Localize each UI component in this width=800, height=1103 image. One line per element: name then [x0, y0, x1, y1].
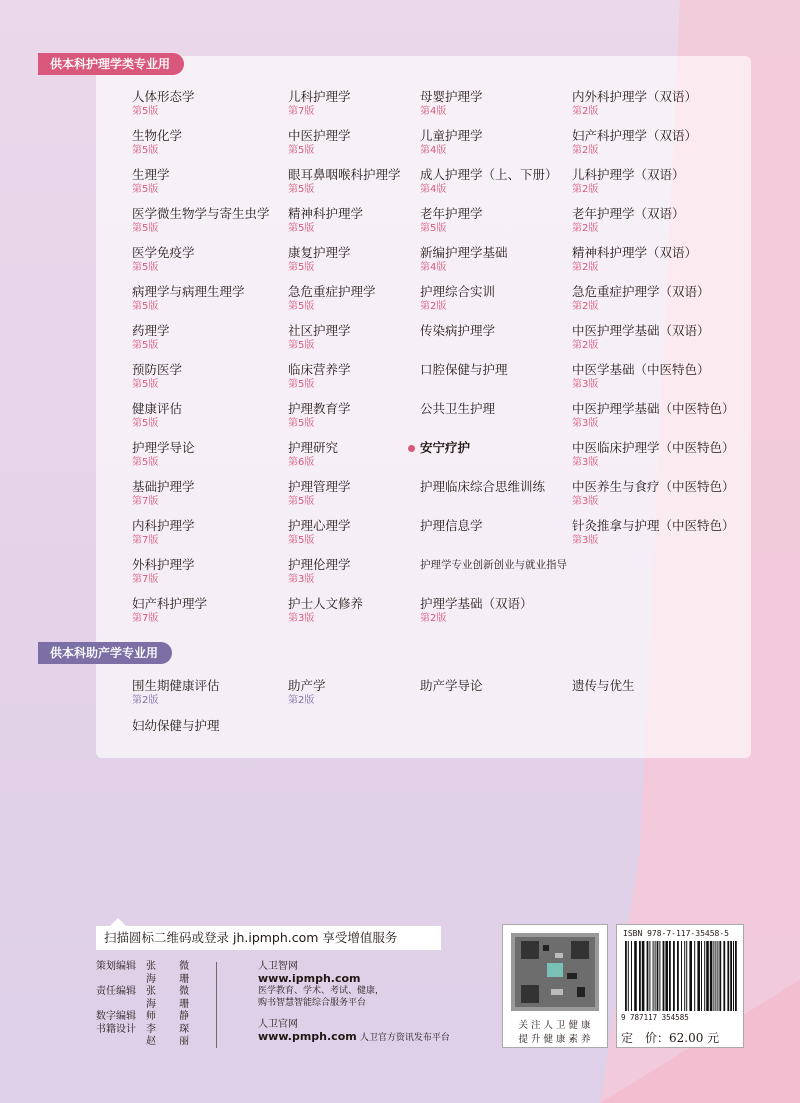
- book-item: [572, 362, 710, 391]
- book-edition: 第3版: [572, 457, 599, 468]
- book-edition: 第5版: [132, 457, 159, 468]
- book-item: [288, 323, 351, 352]
- book-title: 助产学: [288, 678, 326, 693]
- editor-credits: [96, 961, 202, 1049]
- barcode-bar: [634, 941, 637, 1011]
- barcode-bar: [665, 941, 668, 1011]
- book-item: [288, 440, 338, 469]
- book-edition: 第7版: [132, 535, 159, 546]
- book-title: 临床营养学: [288, 362, 351, 377]
- book-item: [132, 89, 195, 118]
- barcode-bar: [659, 941, 660, 1011]
- qr-code-icon: [511, 933, 599, 1011]
- barcode-bar: [701, 941, 702, 1011]
- book-item: [572, 401, 735, 430]
- book-edition: 第4版: [420, 106, 447, 117]
- barcode-bar: [628, 941, 629, 1011]
- book-edition: 第7版: [132, 574, 159, 585]
- book-item: [132, 323, 170, 352]
- book-edition: 第7版: [132, 613, 159, 624]
- book-item: [572, 284, 710, 313]
- book-item: [288, 89, 351, 118]
- barcode-bar: [649, 941, 650, 1011]
- book-edition: 第5版: [132, 184, 159, 195]
- book-title: 预防医学: [132, 362, 183, 377]
- book-title: 外科护理学: [132, 557, 195, 572]
- book-edition: 第2版: [572, 340, 599, 351]
- book-edition: 第7版: [132, 496, 159, 507]
- book-edition: 第5版: [288, 223, 315, 234]
- book-title: 儿科护理学: [288, 89, 351, 104]
- book-edition: 第5版: [288, 379, 315, 390]
- book-edition: 第4版: [420, 184, 447, 195]
- book-title: 儿童护理学: [420, 128, 483, 143]
- book-edition: 第5版: [132, 262, 159, 273]
- divider: [216, 962, 217, 1048]
- book-item: [132, 440, 195, 469]
- book-edition: 第2版: [572, 184, 599, 195]
- book-title: 内外科护理学（双语）: [572, 89, 698, 104]
- book-item: [288, 479, 351, 508]
- credit-role: [96, 1036, 146, 1049]
- book-item: [572, 89, 697, 118]
- book-item: [132, 245, 195, 274]
- book-edition: 第5版: [132, 145, 159, 156]
- book-edition: 第2版: [420, 301, 447, 312]
- book-item: [572, 479, 735, 508]
- book-item: [420, 89, 483, 118]
- pub2-desc: 人卫官方资讯发布平台: [359, 1033, 450, 1043]
- book-edition: 第5版: [288, 262, 315, 273]
- book-edition: 第5版: [132, 223, 159, 234]
- credit-name: 张 微: [146, 961, 200, 972]
- book-title: 护理信息学: [420, 518, 483, 533]
- book-item: [132, 678, 220, 707]
- book-edition: 第4版: [420, 262, 447, 273]
- barcode-bar: [681, 941, 682, 1011]
- barcode-bar: [723, 941, 725, 1011]
- book-title: 妇产科护理学: [132, 596, 208, 611]
- book-title: 护理教育学: [288, 401, 351, 416]
- book-item: [132, 167, 170, 196]
- book-item: [132, 401, 182, 430]
- book-title: 护理学专业创新创业与就业指导: [420, 559, 567, 571]
- barcode-bar: [686, 941, 687, 1011]
- book-item: [572, 245, 697, 274]
- barcode-bar: [706, 941, 709, 1011]
- book-edition: 第5版: [288, 535, 315, 546]
- credit-name: 赵 丽: [146, 1036, 200, 1047]
- book-title: 康复护理学: [288, 245, 351, 260]
- book-title: 成人护理学（上、下册）: [420, 167, 558, 182]
- book-title: 护士人文修养: [288, 596, 364, 611]
- book-title: 老年护理学（双语）: [572, 206, 685, 221]
- book-item: [420, 678, 483, 694]
- book-title: 健康评估: [132, 401, 183, 416]
- book-edition: 第5版: [288, 418, 315, 429]
- barcode-bar: [631, 941, 632, 1011]
- book-title: 助产学导论: [420, 678, 483, 693]
- book-title: 儿科护理学（双语）: [572, 167, 685, 182]
- book-edition: 第5版: [132, 340, 159, 351]
- book-title: 新编护理学基础: [420, 245, 508, 260]
- book-item: [572, 678, 635, 694]
- book-item: [288, 518, 351, 547]
- barcode-bar: [655, 941, 656, 1011]
- book-title: 人体形态学: [132, 89, 195, 104]
- book-item: [132, 206, 270, 235]
- barcode-bar: [694, 941, 695, 1011]
- book-edition: 第5版: [288, 340, 315, 351]
- book-item: [572, 206, 685, 235]
- book-item: [420, 362, 508, 378]
- book-edition: 第3版: [572, 418, 599, 429]
- book-edition: 第2版: [132, 695, 159, 706]
- book-title: 内科护理学: [132, 518, 195, 533]
- book-item: [572, 518, 735, 547]
- qr-caption-2: 提升健康素养: [518, 1034, 594, 1045]
- book-title: 围生期健康评估: [132, 678, 220, 693]
- book-title: 护理学导论: [132, 440, 195, 455]
- book-title: 妇产科护理学（双语）: [572, 128, 698, 143]
- book-item: [420, 323, 495, 339]
- barcode-bar: [689, 941, 692, 1011]
- credit-role: 责任编辑: [96, 986, 136, 997]
- book-title: 中医养生与食疗（中医特色）: [572, 479, 735, 494]
- book-item: [288, 167, 401, 196]
- barcode-bar: [669, 941, 671, 1011]
- book-item: [288, 362, 351, 391]
- credit-role: [96, 974, 146, 987]
- pub1-name: 人卫智网: [258, 961, 298, 972]
- price: 定 价：62.00 元: [621, 1031, 720, 1045]
- book-title: 医学免疫学: [132, 245, 195, 260]
- credit-name: 海 珊: [146, 998, 200, 1010]
- credit-name: 师 静: [146, 1011, 200, 1022]
- book-edition: 第5版: [132, 301, 159, 312]
- book-title: 基础护理学: [132, 479, 195, 494]
- book-edition: 第5版: [420, 223, 447, 234]
- book-item: [420, 167, 558, 196]
- book-item: [288, 245, 351, 274]
- book-item: [288, 678, 326, 707]
- book-title: 老年护理学: [420, 206, 483, 221]
- nursing-section-label: 供本科护理学类专业用: [38, 53, 184, 75]
- book-title: 护理学基础（双语）: [420, 596, 533, 611]
- book-title: 中医护理学基础（中医特色）: [572, 401, 735, 416]
- barcode-bar: [713, 941, 714, 1011]
- book-title: 护理伦理学: [288, 557, 351, 572]
- book-item: [420, 284, 495, 313]
- barcode-bar: [704, 941, 705, 1011]
- barcode-bar: [730, 941, 732, 1011]
- book-item: [420, 596, 533, 625]
- highlight-bullet: [408, 445, 415, 452]
- barcode-icon: [623, 941, 739, 1011]
- credit-role: 数字编辑: [96, 1011, 136, 1022]
- book-title: 精神科护理学: [288, 206, 364, 221]
- pub2-name: 人卫官网: [258, 1019, 298, 1030]
- book-edition: 第5版: [288, 496, 315, 507]
- barcode-bar: [735, 941, 737, 1011]
- book-edition: 第5版: [288, 184, 315, 195]
- book-item: [288, 557, 351, 586]
- book-item: [132, 479, 195, 508]
- book-edition: 第4版: [420, 145, 447, 156]
- book-title: 中医护理学: [288, 128, 351, 143]
- book-item: [132, 362, 182, 391]
- book-title: 中医临床护理学（中医特色）: [572, 440, 735, 455]
- book-item: [288, 128, 351, 157]
- book-title: 护理临床综合思维训练: [420, 479, 546, 494]
- publisher-info: [258, 961, 450, 1044]
- book-edition: 第2版: [572, 262, 599, 273]
- book-title: 中医护理学基础（双语）: [572, 323, 710, 338]
- book-edition: 第2版: [572, 301, 599, 312]
- barcode-bar: [673, 941, 675, 1011]
- barcode-bar: [710, 941, 713, 1011]
- book-title: 生物化学: [132, 128, 183, 143]
- book-item: [420, 206, 483, 235]
- book-title: 急危重症护理学（双语）: [572, 284, 710, 299]
- barcode-bar: [647, 941, 649, 1011]
- credit-role: [96, 999, 146, 1012]
- book-item: [420, 245, 508, 274]
- book-item: [420, 401, 495, 417]
- book-item: [420, 479, 545, 495]
- book-title: 护理综合实训: [420, 284, 496, 299]
- book-title: 医学微生物学与寄生虫学: [132, 206, 270, 221]
- book-title: 中医学基础（中医特色）: [572, 362, 710, 377]
- barcode-bar: [657, 941, 659, 1011]
- barcode-box: [616, 924, 744, 1048]
- book-title: 遗传与优生: [572, 678, 635, 693]
- book-edition: 第5版: [288, 145, 315, 156]
- book-edition: 第2版: [572, 106, 599, 117]
- book-item: [132, 557, 195, 586]
- book-title: 护理心理学: [288, 518, 351, 533]
- book-edition: 第3版: [572, 535, 599, 546]
- barcode-digits: 9 787117 354585: [621, 1013, 689, 1022]
- barcode-bar: [639, 941, 641, 1011]
- book-edition: 第3版: [288, 574, 315, 585]
- book-item: [572, 440, 735, 469]
- book-item: [132, 128, 182, 157]
- book-edition: 第5版: [132, 106, 159, 117]
- book-edition: 第2版: [420, 613, 447, 624]
- book-edition: 第2版: [572, 223, 599, 234]
- scan-instruction: 扫描圆标二维码或登录 jh.ipmph.com 享受增值服务: [96, 926, 441, 950]
- barcode-bar: [684, 941, 685, 1011]
- book-title: 病理学与病理生理学: [132, 284, 245, 299]
- barcode-bar: [717, 941, 718, 1011]
- book-item: [288, 596, 363, 625]
- book-edition: 第7版: [288, 106, 315, 117]
- book-edition: 第5版: [132, 418, 159, 429]
- book-item: [420, 128, 483, 157]
- qr-caption-1: 关注人卫健康: [518, 1020, 594, 1031]
- book-edition: 第3版: [288, 613, 315, 624]
- credit-name: 李 琛: [146, 1023, 200, 1035]
- book-title: 安宁疗护: [420, 440, 471, 455]
- book-title: 生理学: [132, 167, 170, 182]
- pub1-url[interactable]: www.ipmph.com: [258, 972, 361, 985]
- book-title: 药理学: [132, 323, 170, 338]
- book-title: 急危重症护理学: [288, 284, 376, 299]
- barcode-bar: [653, 941, 654, 1011]
- barcode-bar: [727, 941, 729, 1011]
- book-item: [132, 596, 207, 625]
- book-edition: 第2版: [288, 695, 315, 706]
- barcode-bar: [719, 941, 721, 1011]
- book-title: 妇幼保健与护理: [132, 718, 220, 733]
- book-item: [132, 284, 245, 313]
- book-edition: 第5版: [288, 301, 315, 312]
- book-item: [288, 284, 376, 313]
- book-item: [288, 401, 351, 430]
- isbn-text: ISBN 978-7-117-35458-5: [623, 929, 729, 938]
- book-item: [132, 518, 195, 547]
- book-item: [572, 128, 697, 157]
- book-item: [288, 206, 363, 235]
- book-item: [420, 518, 483, 534]
- book-edition: 第3版: [572, 496, 599, 507]
- book-title: 眼耳鼻咽喉科护理学: [288, 167, 401, 182]
- book-edition: 第3版: [572, 379, 599, 390]
- pub1-desc1: 医学教育、学术、考试、健康，: [258, 986, 385, 996]
- book-edition: 第6版: [288, 457, 315, 468]
- pub1-desc2: 购书智慧智能综合服务平台: [258, 998, 367, 1008]
- barcode-bar: [663, 941, 665, 1011]
- qr-code-box: [502, 924, 608, 1048]
- barcode-bar: [677, 941, 679, 1011]
- book-item: [420, 557, 567, 573]
- book-title: 公共卫生护理: [420, 401, 496, 416]
- scan-bar-notch: [110, 918, 126, 926]
- pub2-url[interactable]: www.pmph.com: [258, 1030, 357, 1043]
- book-title: 护理研究: [288, 440, 339, 455]
- book-edition: 第5版: [132, 379, 159, 390]
- credit-name: 海 珊: [146, 973, 200, 985]
- book-item: [572, 323, 710, 352]
- book-title: 针灸推拿与护理（中医特色）: [572, 518, 735, 533]
- book-title: 护理管理学: [288, 479, 351, 494]
- book-title: 社区护理学: [288, 323, 351, 338]
- barcode-bar: [715, 941, 716, 1011]
- book-title: 口腔保健与护理: [420, 362, 508, 377]
- book-title: 传染病护理学: [420, 323, 496, 338]
- barcode-bar: [642, 941, 645, 1011]
- book-title: 母婴护理学: [420, 89, 483, 104]
- book-item: [572, 167, 685, 196]
- book-edition: 第2版: [572, 145, 599, 156]
- barcode-bar: [733, 941, 734, 1011]
- book-title: 精神科护理学（双语）: [572, 245, 698, 260]
- barcode-bar: [697, 941, 700, 1011]
- midwifery-section-label: 供本科助产学专业用: [38, 642, 172, 664]
- barcode-bar: [625, 941, 627, 1011]
- book-item: [420, 440, 470, 456]
- credit-name: 张 微: [146, 986, 200, 997]
- book-item: [132, 718, 220, 734]
- credit-role: 书籍设计: [96, 1023, 136, 1035]
- credit-role: 策划编辑: [96, 961, 136, 972]
